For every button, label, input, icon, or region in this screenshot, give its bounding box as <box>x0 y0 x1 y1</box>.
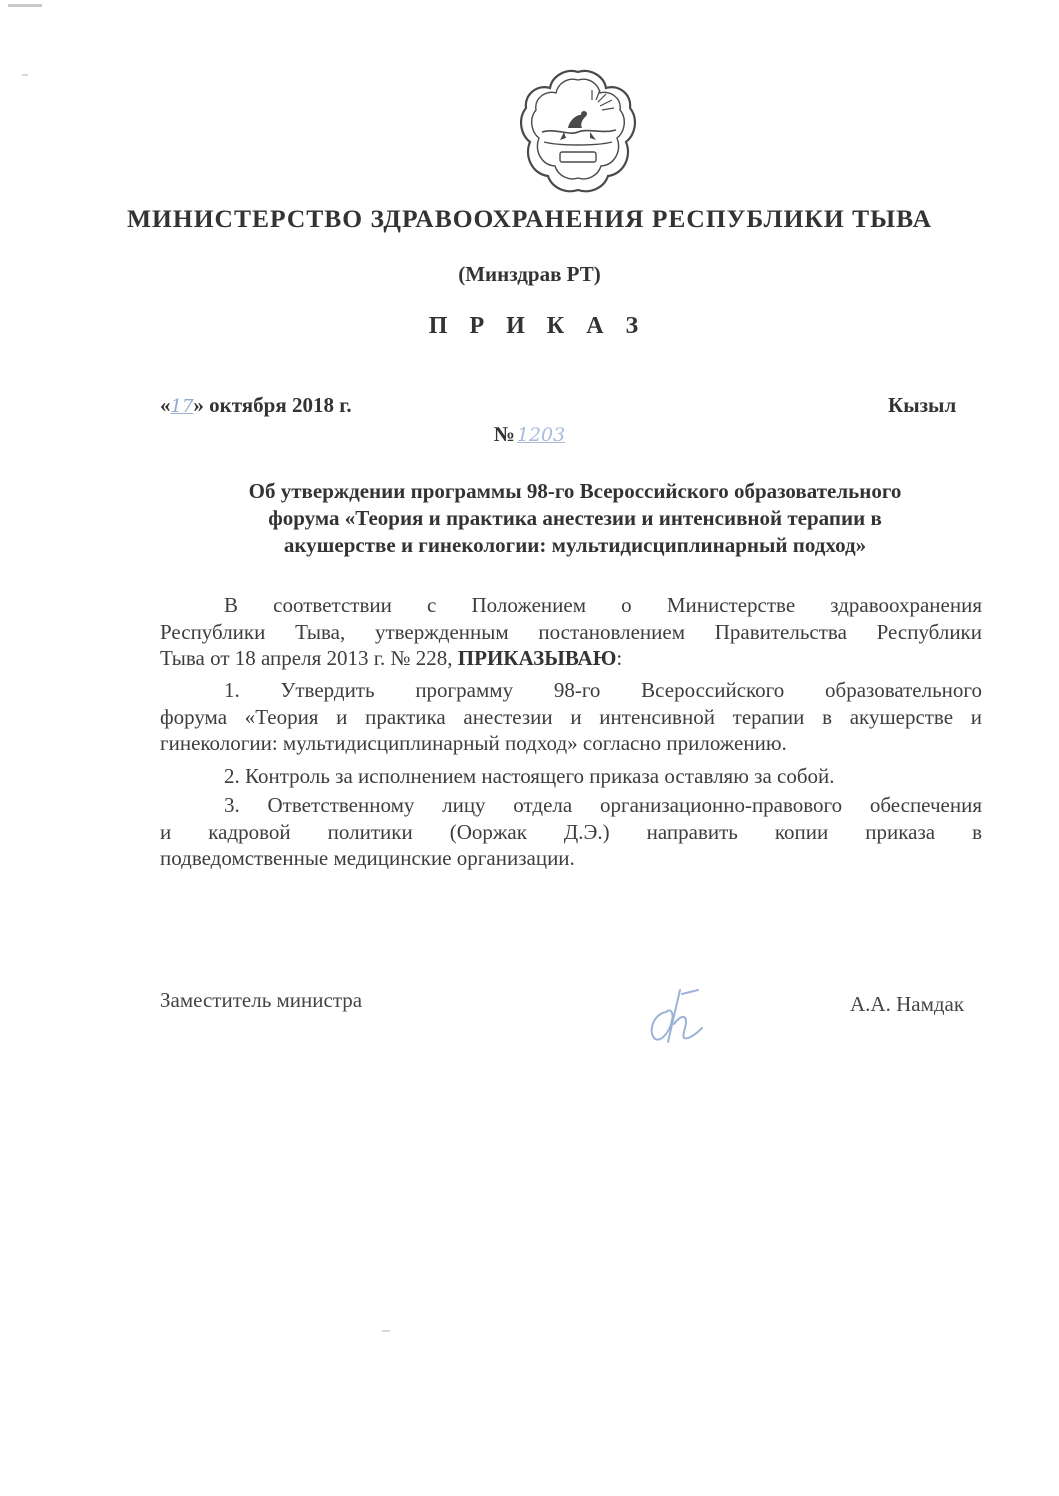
preamble-line: В соответствии с Положением о Министерстве здравоохранения <box>224 593 982 617</box>
item-1-line: 1. Утвердить программу 98-го Всероссийского образовательного <box>224 678 982 702</box>
order-item-2 <box>160 763 982 790</box>
number-value-handwritten: 1203 <box>516 424 566 446</box>
order-item-1 <box>160 677 982 757</box>
preamble-last-line <box>160 645 982 672</box>
number-prefix: № <box>493 422 515 446</box>
order-date <box>160 393 352 418</box>
order-item-3 <box>160 792 982 872</box>
scan-speck <box>382 1330 390 1332</box>
subject-line: Об утверждении программы 98-го Всероссийского образовательного <box>248 479 902 503</box>
preamble-paragraph <box>160 592 982 672</box>
subject-line: форума «Теория и практика анестезии и интенсивной терапии в <box>268 506 882 530</box>
ministry-name: МИНИСТЕРСТВО ЗДРАВООХРАНЕНИЯ РЕСПУБЛИКИ ТЫВА <box>126 204 932 233</box>
item-1-line: гинекологии: мультидисциплинарный подход» согласно приложению. <box>160 731 787 755</box>
document-type-title: П Р И К А З <box>428 313 647 339</box>
ministry-short-name: (Минздрав РТ) <box>458 262 601 286</box>
item-1-line: форума «Теория и практика анестезии и интенсивной терапии в акушерстве и <box>160 704 982 729</box>
subject-line: акушерстве и гинекологии: мультидисциплинарный подход» <box>283 533 867 557</box>
order-verb: ПРИКАЗЫВАЮ <box>457 646 617 670</box>
item-3-line: 3. Ответственному лицу отдела организационно-правового обеспечения <box>224 793 982 817</box>
item-3-line: и кадровой политики (Ооржак Д.Э.) направить копии приказа в <box>160 819 982 844</box>
order-verb-colon: : <box>616 646 623 670</box>
tuva-coat-of-arms-icon <box>520 66 636 196</box>
signer-title: Заместитель министра <box>160 988 363 1012</box>
scan-edge-mark <box>8 4 42 7</box>
scan-speck <box>22 74 28 76</box>
order-number <box>0 422 1059 447</box>
date-day-handwritten: 17 <box>170 396 194 417</box>
item-2-line: 2. Контроль за исполнением настоящего приказа оставляю за собой. <box>224 764 835 788</box>
item-3-line: подведомственные медицинские организации. <box>160 846 575 870</box>
date-month-year: » октября 2018 г. <box>193 393 352 417</box>
preamble-line: Республики Тыва, утвержденным постановлением Правительства Республики <box>160 619 982 644</box>
handwritten-signature-icon <box>640 984 720 1046</box>
date-open-quote: « <box>160 393 171 417</box>
signer-name: А.А. Намдак <box>850 992 965 1016</box>
preamble-text: Тыва от 18 апреля 2013 г. № 228, <box>160 646 458 670</box>
order-city: Кызыл <box>888 393 957 417</box>
order-subject <box>175 478 975 559</box>
